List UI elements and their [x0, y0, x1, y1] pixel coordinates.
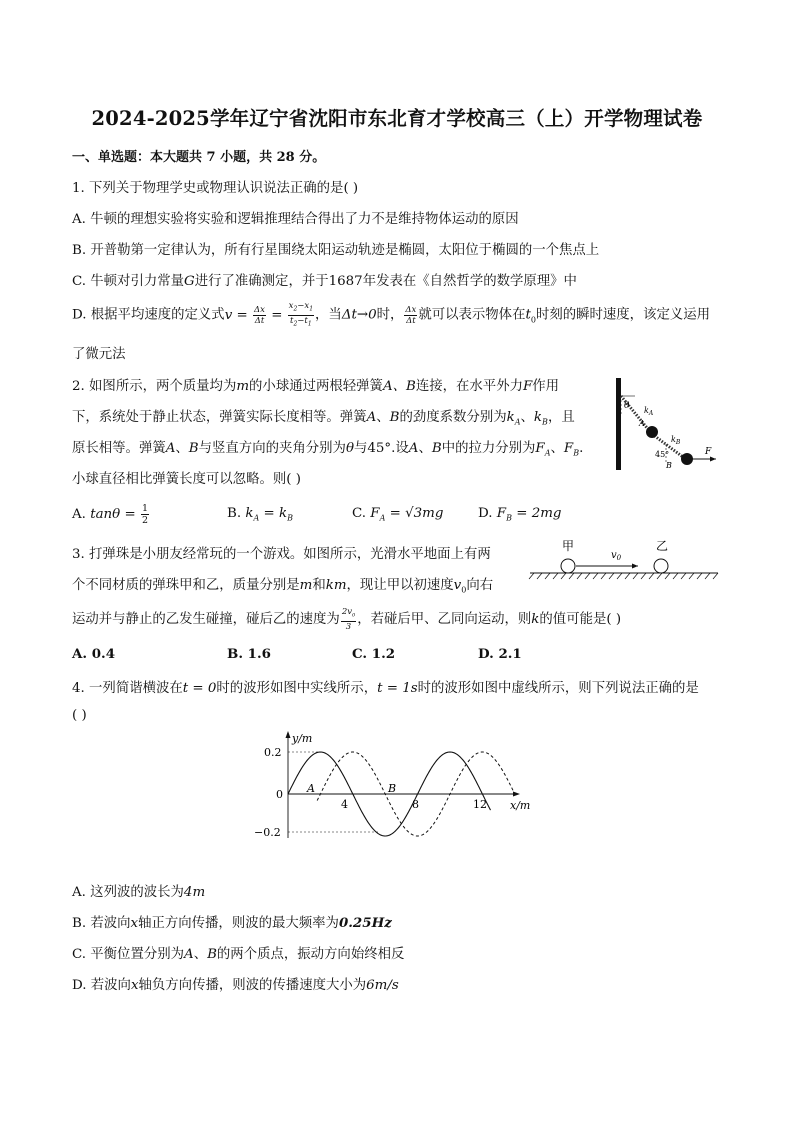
q1-c-var: G [184, 274, 195, 289]
q4-a-text: A. 这列波的波长为 [72, 885, 184, 900]
q1-d-text-4: 就可以表示物体在 [418, 307, 526, 323]
q2-text: 2. 如图所示，两个质量均为 [72, 379, 237, 394]
q2-text: 下，系统处于静止状态，弹簧实际长度相等。弹簧 [72, 410, 367, 425]
q4-b-text: B. 若波向 [72, 916, 131, 931]
q2-var-theta: θ [345, 441, 354, 456]
q2-line-2: 下，系统处于静止状态，弹簧实际长度相等。弹簧A、B的劲度系数分别为$k_A$、$k_B$，且 [72, 410, 575, 427]
q4-option-b [72, 912, 392, 931]
q3-line-1: 3. 打弹珠是小朋友经常玩的一个游戏。如图所示，光滑水平地面上有两 [72, 547, 491, 562]
q1-d-fraction: $\frac{\Delta x}{\Delta t}$ [405, 304, 417, 326]
q2-var-fb: $F_B$ [563, 441, 580, 458]
q2-spring-figure [608, 372, 724, 472]
fig2-b: B [666, 461, 672, 470]
q3-marble-figure [528, 536, 723, 584]
q1-d-formula: v = $\frac{\Delta x}{\Delta t}$ = $\frac{x_2-x_1}{t_2-t_1}$ [224, 301, 314, 328]
fig2-theta: θ [624, 401, 630, 411]
q2-opt-label: C. [352, 506, 371, 521]
q2-var-fa: $F_A$ [535, 441, 551, 458]
q3-text: ，若碰后甲、乙同向运动，则 [357, 611, 532, 627]
q3-text: 个不同材质的弹珠甲和乙，质量分别是 [72, 578, 300, 593]
q1-d-limit: Δt→0 [341, 307, 377, 323]
q2-var-b: B [188, 441, 199, 456]
q4-text: 4. 一列简谐横波在 [72, 681, 183, 696]
q4-d-value: 6m/s [366, 978, 399, 993]
q3-text: 的值可能是( ) [539, 611, 622, 627]
q2-text: 与竖直方向的夹角分别为 [198, 441, 346, 456]
q2-opt-label: D. [478, 506, 497, 521]
q2-text: 原长相等。弹簧 [72, 441, 166, 456]
q2-line-4: 小球直径相比弹簧长度可以忽略。则( ) [72, 472, 301, 487]
q2-var-ka: $k_A$ [506, 410, 521, 427]
fig3-yi: 乙 [656, 539, 669, 553]
q4-c-ab: A [184, 947, 194, 962]
q4-c-text: C. 平衡位置分别为 [72, 947, 185, 962]
fig2-a: A [639, 419, 645, 428]
q2-text: 与45°.设 [354, 441, 409, 456]
q2-var-a: A [165, 441, 176, 456]
q3-var-v0: v [453, 578, 462, 593]
q2-opt-label: A. [72, 507, 91, 522]
q1-option-d-line2: 了微元法 [72, 347, 126, 362]
fig2-kb: $k_B$ [671, 435, 681, 446]
q2-text: 连接，在水平外力 [415, 379, 523, 394]
q4-line-1 [72, 677, 699, 696]
q1-option-c [72, 270, 577, 289]
q4-option-a [72, 881, 205, 900]
x-axis-label: x/m [510, 799, 531, 812]
y-axis-arrow [286, 731, 291, 738]
q4-option-d [72, 974, 399, 993]
x-tick-4: 4 [341, 798, 348, 811]
point-b-label: B [388, 782, 397, 795]
q4-t1: t = 1s [377, 681, 418, 696]
section-heading: 一、单选题：本大题共 7 小题，共 28 分。 [72, 150, 326, 165]
q3-var-m: m [299, 578, 313, 593]
q4-c-b: B [207, 947, 217, 962]
y-tick-zero: 0 [276, 788, 283, 801]
q2-var-f: F [522, 379, 533, 394]
q4-b-x: x [130, 916, 139, 931]
q2-option-a: A. tanθ = $\frac{1}{2}$ [72, 503, 149, 526]
y-axis-label: y/m [292, 732, 313, 745]
q2-option-c: C. $F_A = √3mg$ [352, 506, 444, 523]
q4-option-c: C. 平衡位置分别为A、B的两个质点，振动方向始终相反 [72, 947, 405, 962]
q1-d-text-2: ，当 [315, 307, 342, 323]
q4-d-text-2: 轴负方向传播，则波的传播速度大小为 [138, 978, 367, 993]
q1-d-t: t [525, 307, 531, 323]
q3-option-a: A. 0.4 [72, 646, 116, 662]
q2-line-3: 原长相等。弹簧A、B与竖直方向的夹角分别为θ与45°.设A、B中的拉力分别为$F_A$、$F_B$. [72, 441, 584, 458]
q1-option-d: D. 根据平均速度的定义式v = $\frac{\Delta x}{\Delta t}$ = $\frac{x_2-x_1}{t_2-t_1}$ ，当Δt→0时， $\frac{\Delta x}{\Delta t}$ 就可以表示物体在$t_0$时刻的瞬时速度，该定义运用 [72, 301, 711, 328]
q2-line-1 [72, 375, 559, 394]
q3-text: 向右 [466, 578, 494, 593]
q1-d-text-1: D. 根据平均速度的定义式 [72, 307, 225, 323]
point-a-label: A [307, 782, 315, 795]
q4-d-text: D. 若波向 [72, 978, 131, 993]
q4-text: 时的波形如图中虚线所示，则下列说法正确的是 [417, 681, 699, 696]
q2-option-b: B. $k_A = k_B$ [227, 506, 294, 523]
y-tick-top: 0.2 [264, 746, 282, 759]
q1-option-b: B. 开普勒第一定律认为，所有行星围绕太阳运动轨迹是椭圆，太阳位于椭圆的一个焦点上 [72, 243, 600, 258]
y-tick-bottom: −0.2 [254, 826, 281, 839]
q4-c-text-2: 的两个质点，振动方向始终相反 [216, 947, 405, 962]
q3-text: ，现让甲以初速度 [346, 578, 454, 593]
q2-var-m: m [236, 379, 250, 394]
q2-var-ab: A [366, 410, 377, 425]
q1-option-a: A. 牛顿的理想实验将实验和逻辑推理结合得出了力不是维持物体运动的原因 [72, 212, 519, 227]
fig2-ka: $k_A$ [644, 406, 654, 417]
q3-option-d: D. 2.1 [478, 646, 522, 662]
wave-graph [248, 728, 548, 846]
q4-d-x: x [130, 978, 139, 993]
q3-text: 和 [312, 578, 326, 593]
fig3-ground-hatch [529, 573, 718, 579]
q2-text: ，且 [547, 410, 575, 425]
q2-var-a: A [408, 441, 419, 456]
q2-text: . [579, 441, 584, 456]
q4-a-value: 4m [183, 885, 206, 900]
q1-stem: 1. 下列关于物理学史或物理认识说法正确的是( ) [72, 181, 359, 196]
q3-line-3: 运动并与静止的乙发生碰撞，碰后乙的速度为 $\frac{2v_0}{3}$ ，若碰后甲、乙同向运动，则k的值可能是( ) [72, 607, 622, 632]
q3-var-k: k [531, 611, 540, 627]
q4-t0: t = 0 [182, 681, 217, 696]
q2-var-b: B [431, 441, 442, 456]
q1-c-text-1: C. 牛顿对引力常量 [72, 274, 185, 289]
fig3-jia: 甲 [562, 539, 575, 553]
q4-text: 时的波形如图中实线所示， [216, 681, 378, 696]
q2-opt-label: B. [227, 506, 246, 521]
q1-d-text-5: 时刻的瞬时速度，该定义运用 [535, 307, 711, 323]
q2-text: 的小球通过两根轻弹簧 [249, 379, 383, 394]
q3-option-c: C. 1.2 [352, 646, 396, 662]
fig3-v0: $v_0$ [611, 550, 622, 562]
q4-b-value: 0.25Hz [338, 915, 392, 931]
q2-option-d: D. $F_B = 2mg$ [478, 506, 562, 523]
q3-var-km: km [325, 578, 347, 593]
q2-var-kb: $k_B$ [533, 410, 548, 427]
q2-var-ab: A、B [382, 379, 416, 394]
q2-text: 作用 [532, 379, 560, 394]
q2-text: 的劲度系数分别为 [399, 410, 507, 425]
q3-option-b: B. 1.6 [227, 646, 271, 662]
q3-line-2: 个不同材质的弹珠甲和乙，质量分别是m和km，现让甲以初速度$v_0$向右 [72, 578, 494, 595]
x-tick-8: 8 [412, 798, 419, 811]
q2-var-b: B [389, 410, 400, 425]
q1-c-text-2: 进行了准确测定，并于1687年发表在《自然哲学的数学原理》中 [194, 274, 577, 289]
page-title: 2024-2025学年辽宁省沈阳市东北育才学校高三（上）开学物理试卷 [91, 107, 703, 130]
fig2-angle: 45° [655, 450, 670, 459]
q3-text: 运动并与静止的乙发生碰撞，碰后乙的速度为 [72, 611, 340, 627]
q2-text: 中的拉力分别为 [441, 441, 536, 456]
x-tick-12: 12 [473, 798, 487, 811]
x-axis-arrow [513, 792, 520, 797]
fig2-f: F [705, 447, 712, 457]
q4-line-2: ( ) [72, 708, 87, 723]
q1-d-text-3: 时， [376, 307, 404, 323]
q4-b-text-2: 轴正方向传播，则波的最大频率为 [138, 916, 339, 931]
